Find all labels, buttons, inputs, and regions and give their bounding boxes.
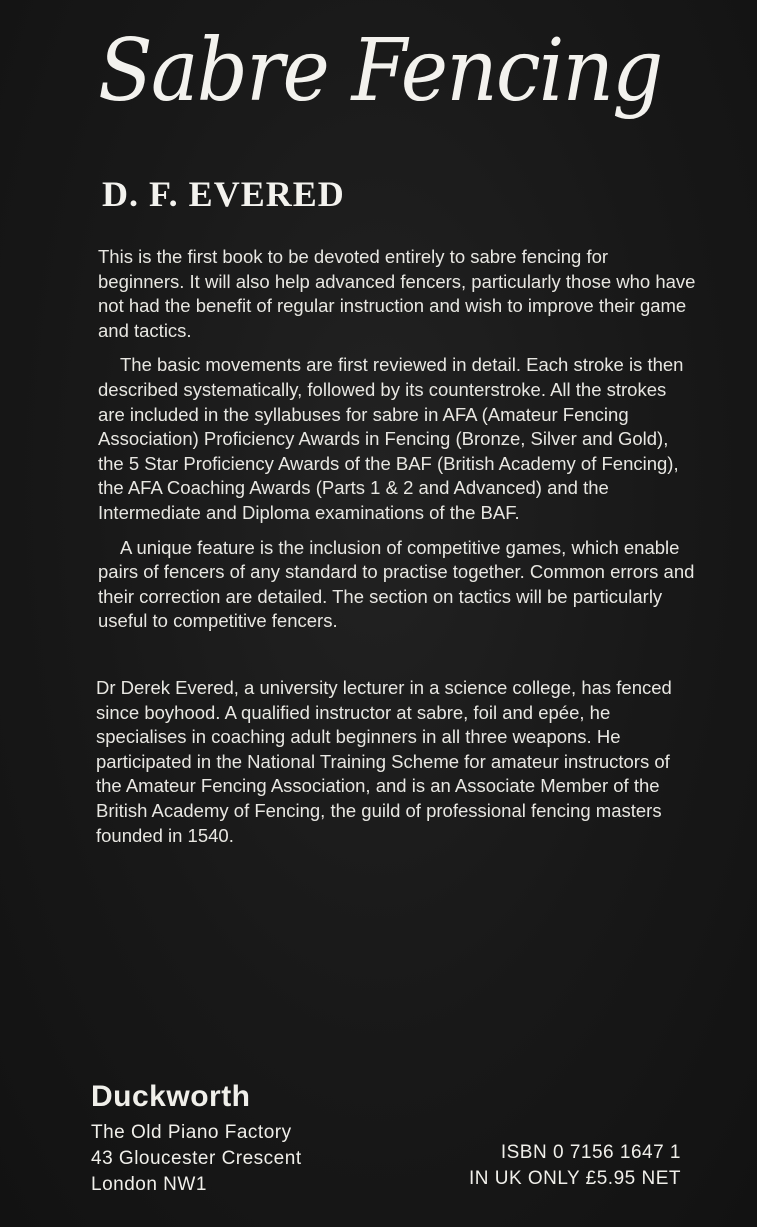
- price-label: IN UK ONLY £5.95 NET: [468, 1168, 681, 1189]
- author-name: D. F. EVERED: [102, 174, 345, 214]
- isbn-price-block: [469, 1140, 681, 1192]
- blurb-paragraph: A unique feature is the inclusion of competitive games, which enable pairs of fencers of any standard to practise together. Common errors and their correction are detailed. The section on tactics will be particularly useful to competitive fencers.: [98, 536, 695, 632]
- publisher-address-line: 43 Gloucester Crescent: [91, 1148, 302, 1169]
- book-title: Sabre Fencing: [98, 21, 662, 121]
- book-blurb: [98, 245, 698, 644]
- publisher-block: [91, 1082, 302, 1198]
- publisher-address-line: London NW1: [91, 1174, 207, 1195]
- blurb-paragraph: The basic movements are first reviewed in detail. Each stroke is then described systematically, followed by its counterstroke. All the strokes are included in the syllabuses for sabre in AFA (Amateur Fencing Association) Proficiency Awards in Fencing (Bronze, Silver and Gold), the 5 Star Proficiency Awards of the BAF (British Academy of Fencing), the AFA Coaching Awards (Parts 1 & 2 and Advanced) and the Intermediate and Diploma examinations of the BAF.: [98, 354, 684, 523]
- publisher-address-line: The Old Piano Factory: [91, 1122, 292, 1143]
- isbn-number: ISBN 0 7156 1647 1: [500, 1142, 681, 1163]
- publisher-name: Duckworth: [91, 1080, 251, 1113]
- blurb-paragraph: This is the first book to be devoted entirely to sabre fencing for beginners. It will also help advanced fencers, particularly those who have not had the benefit of regular instruction and wish to improve their game and tactics.: [98, 246, 696, 341]
- author-bio: Dr Derek Evered, a university lecturer in a science college, has fenced since boyhood. A qualified instructor at sabre, foil and epée, he specialises in coaching adult beginners in all three weapons. He participated in the National Training Scheme for amateur instructors of the Amateur Fencing Association, and is an Associate Member of the British Academy of Fencing, the guild of professional fencing masters founded in 1540.: [96, 677, 672, 846]
